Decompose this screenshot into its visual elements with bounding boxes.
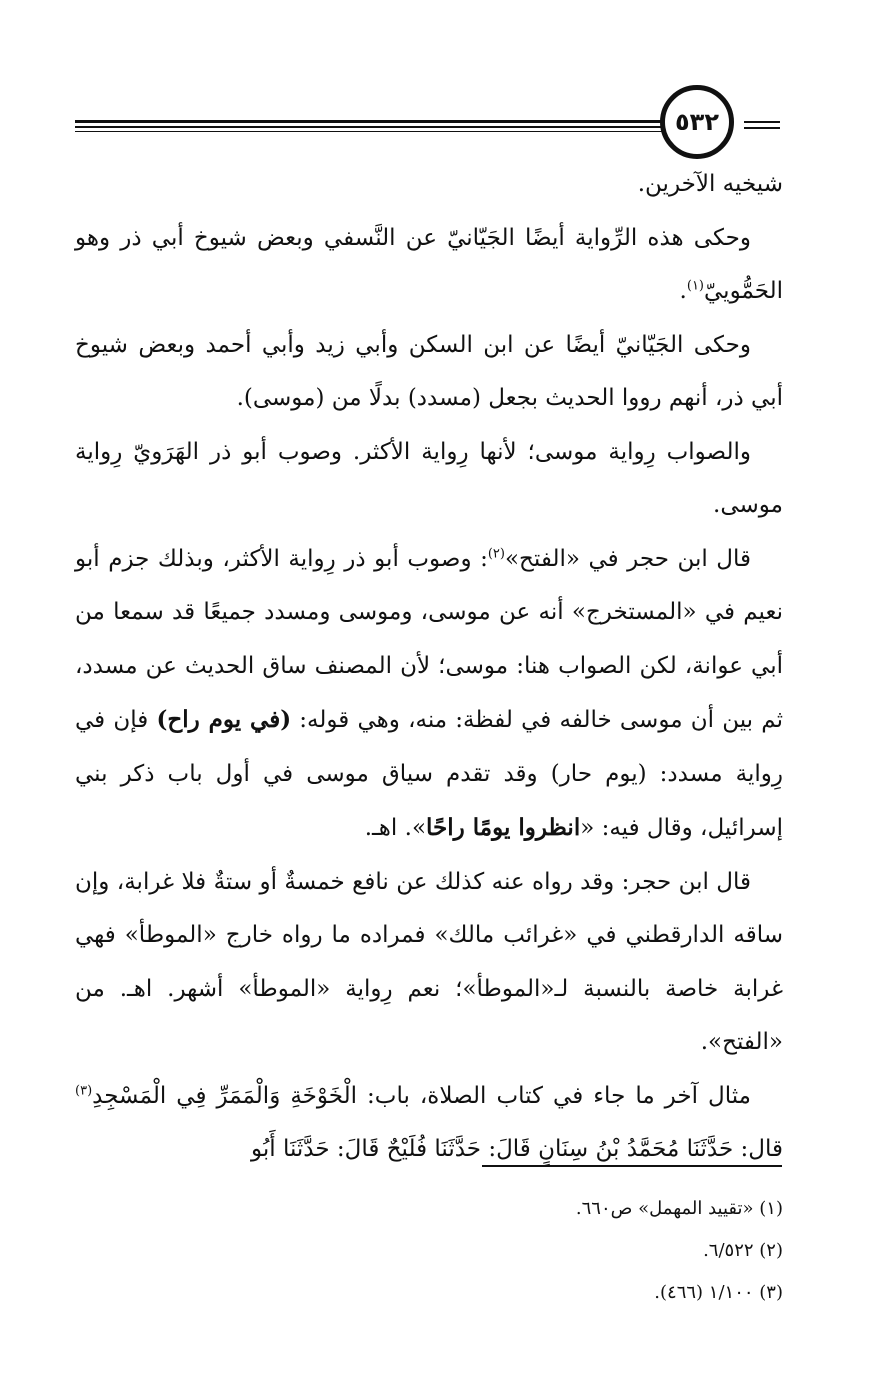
header-rule <box>75 126 685 128</box>
paragraph-text: قال ابن حجر في «الفتح» <box>504 545 752 572</box>
bold-quote: انظروا يومًا راحًا <box>426 814 581 841</box>
footnote: (٢) ٦/٥٢٢. <box>703 1240 783 1261</box>
header-rule <box>744 121 780 123</box>
paragraph-text: فإن في رِواية مسدد: (يوم حار) وقد تقدم سياق موسى في أول باب ذكر بني إسرائيل، وقال فيه: « <box>75 707 783 841</box>
header-rule <box>744 127 780 129</box>
footnote: (٣) ١/١٠٠ (٤٦٦). <box>654 1282 783 1303</box>
paragraph <box>75 158 783 212</box>
page-number-medallion <box>660 85 734 159</box>
paragraph <box>75 319 783 426</box>
header-rule <box>75 131 685 132</box>
paragraph-text: : وصوب أبو ذر رِواية الأكثر، وبذلك جزم أبو نعيم في «المستخرج» أنه عن موسى، وموسى ومسدد جميعًا قد سمعا من أبي عوانة، لكن الصواب هنا: موسى؛ لأن المصنف ساق الحديث عن مسدد، ثم بين أن موسى خالفه في لفظة: منه، وهي قوله: <box>75 545 783 733</box>
paragraph-text: قال: حَدَّثَنَا مُحَمَّدُ بْنُ سِنَانٍ قَالَ: حَدَّثَنَا فُلَيْحٌ قَالَ: حَدَّثَنَا أَبُو <box>250 1136 783 1162</box>
paragraph-text: وحكى هذه الرِّواية أيضًا الجَيّانيّ عن النَّسفي وبعض شيوخ أبي ذر وهو الحَمُّوييّ <box>75 224 783 304</box>
header-rule <box>75 120 685 123</box>
paragraph-text: ». اهـ. <box>364 815 427 841</box>
page-number: ٥٣٢ <box>675 108 719 136</box>
paragraph <box>75 856 783 1070</box>
footnotes <box>75 1188 783 1314</box>
paragraph-text: والصواب رِواية موسى؛ لأنها رِواية الأكثر. وصوب أبو ذر الهَرَويّ رِواية موسى. <box>75 438 783 518</box>
footnote-separator <box>482 1165 782 1167</box>
footnote: (١) «تقييد المهمل» ص٦٦٠. <box>575 1198 783 1219</box>
footnote-ref[interactable]: (٢) <box>487 545 505 561</box>
paragraph-text: وحكى الجَيّانيّ أيضًا عن ابن السكن وأبي زيد وأبي أحمد وبعض شيوخ أبي ذر، أنهم رووا الحديث بجعل (مسدد) بدلًا من (موسى). <box>75 331 783 411</box>
paragraph <box>75 533 783 856</box>
footnote-ref[interactable]: (٣) <box>75 1082 93 1098</box>
paragraph-text: قال ابن حجر: وقد رواه عنه كذلك عن نافع خمسةٌ أو ستةٌ فلا غرابة، وإن ساقه الدارقطني في «غرائب مالك» فمراده ما رواه خارج «الموطأ» فهي غرابة خاصة بالنسبة لـ«الموطأ»؛ نعم رِواية «الموطأ» أشهر. اهـ. من «الفتح». <box>75 868 783 1055</box>
footnote-ref[interactable]: (١) <box>686 278 704 294</box>
paragraph <box>75 212 783 319</box>
paragraph <box>75 1070 783 1177</box>
paragraph-text: شيخيه الآخرين. <box>637 171 783 197</box>
bold-quote: (في يوم راح) <box>156 706 292 733</box>
paragraph <box>75 426 783 533</box>
paragraph-text: مثال آخر ما جاء في كتاب الصلاة، باب: الْخَوْخَةِ وَالْمَمَرِّ فِي الْمَسْجِدِ <box>92 1082 751 1109</box>
main-text <box>75 158 783 1177</box>
paragraph-text: . <box>679 278 687 304</box>
